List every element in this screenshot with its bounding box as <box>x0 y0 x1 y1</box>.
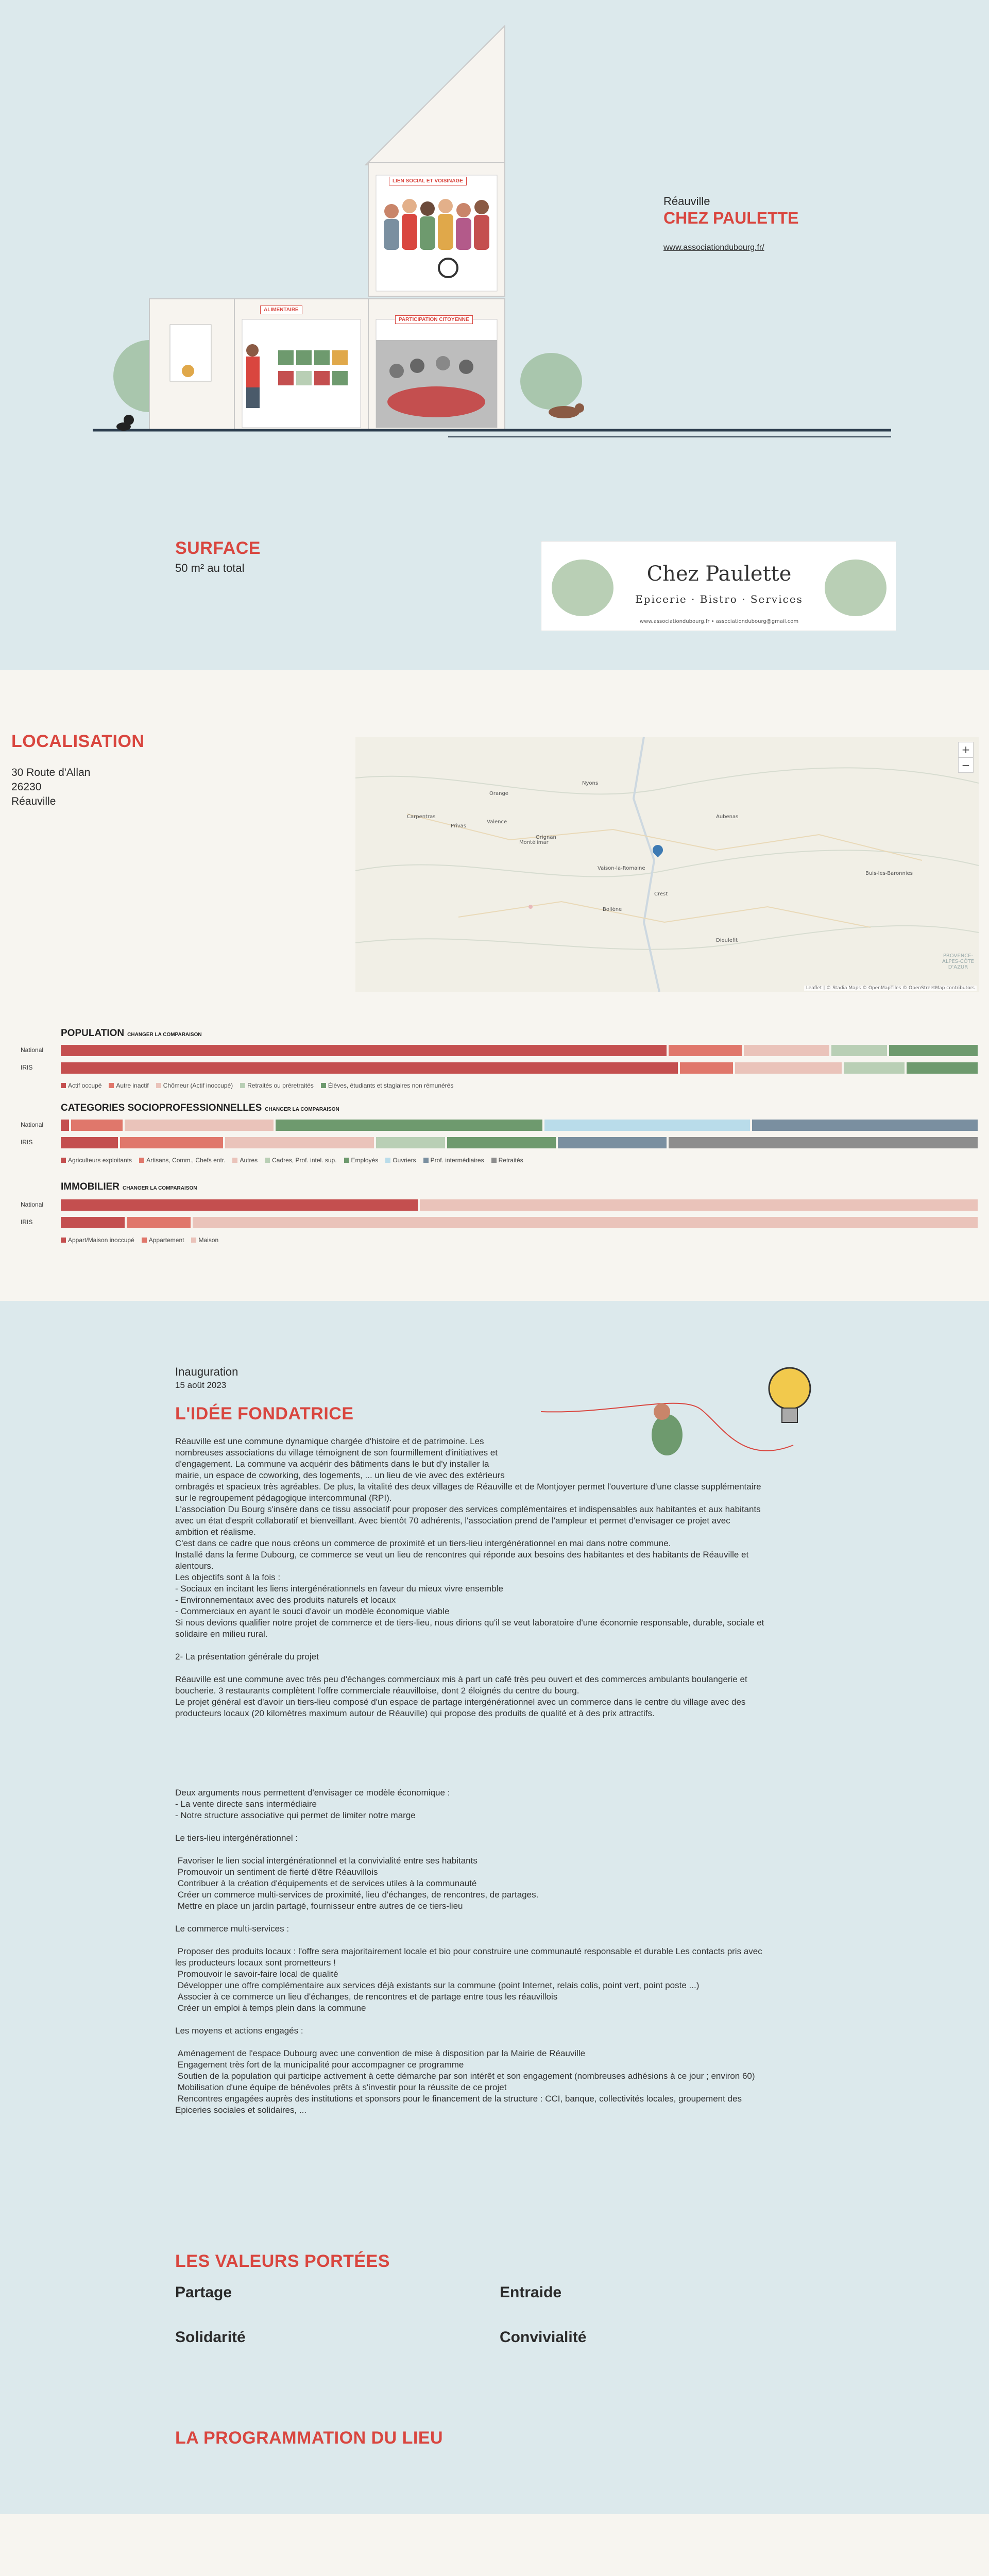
idea-paragraph: Contribuer à la création d'équipements et de services utiles à la communauté <box>175 1878 477 1888</box>
idea-paragraph: Réauville est une commune avec très peu d'échanges commerciaux mis à part un café très peu ouvert et des commerces ambulants boulangerie et <box>175 1674 747 1684</box>
hero-town: Réauville <box>663 195 710 208</box>
idea-paragraph <box>175 2037 814 2048</box>
map-town-label: Montélimar <box>519 840 549 845</box>
idea-paragraph: Le commerce multi-services : <box>175 1924 289 1934</box>
population-bar-iris <box>61 1062 978 1074</box>
idea-paragraph: Associer à ce commerce un lieu d'échanges, de rencontres et de partage entre tous les réauvillois <box>175 1992 558 2002</box>
idea-paragraph <box>175 1640 814 1651</box>
legend-label: Autres <box>240 1157 258 1164</box>
idea-paragraph: ambition et réalisme. <box>175 1527 256 1537</box>
legend-label: Autre inactif <box>116 1082 149 1089</box>
bar-segment[interactable] <box>544 1120 750 1131</box>
idea-paragraph: ombragés et spacieux très agréables. De plus, la vitalité des deux villages de Réauville et de Montjoyer permet l'ouverture d'une classe supplémentaire <box>175 1482 761 1492</box>
legend-swatch <box>139 1158 144 1163</box>
legend-swatch <box>191 1238 196 1243</box>
sign-social: LIEN SOCIAL ET VOISINAGE <box>389 177 467 185</box>
map-town-label: Nyons <box>582 781 599 786</box>
bar-segment[interactable] <box>844 1062 905 1074</box>
legend-item <box>344 1157 379 1164</box>
map-town-label: Vaison-la-Romaine <box>598 866 645 871</box>
idea-paragraph: sur le regroupement pédagogique intercommunal (RPI). <box>175 1493 392 1503</box>
idea-paragraph: L'association Du Bourg s'insère dans ce tissu associatif pour proposer des services complémentaires et indispensables aux habitantes et aux habitants <box>175 1504 761 1514</box>
idea-paragraph: Promouvoir un sentiment de fierté d'être Réauvillois <box>175 1867 378 1877</box>
legend-label: Prof. intermédiaires <box>430 1157 484 1164</box>
immobilier-bar-iris <box>61 1217 978 1228</box>
idea-paragraph: les producteurs locaux sont prometteurs ! <box>175 1958 336 1968</box>
idea-paragraph <box>175 2014 814 2025</box>
idea-paragraph: Engagement très fort de la municipalité pour accompagner ce programme <box>175 2060 464 2070</box>
actors-section <box>0 2514 989 2576</box>
idea-paragraph: Deux arguments nous permettent d'envisager ce modèle économique : <box>175 1788 450 1798</box>
idea-paragraph: solidaire en milieu rural. <box>175 1629 268 1639</box>
legend-swatch <box>491 1158 497 1163</box>
idea-paragraph: Les objectifs sont à la fois : <box>175 1572 281 1582</box>
map-attribution[interactable]: Leaflet | © Stadia Maps © OpenMapTiles © OpenStreetMap contributors <box>804 986 977 991</box>
csp-label-iris: IRIS <box>21 1139 33 1146</box>
legend-label: Chômeur (Actif inoccupé) <box>163 1082 233 1089</box>
immobilier-compare-button[interactable]: CHANGER LA COMPARAISON <box>123 1185 197 1191</box>
legend-label: Appartement <box>148 1236 184 1244</box>
map-region-label: PROVENCE-ALPES-CÔTE D'AZUR <box>942 953 974 970</box>
bar-segment[interactable] <box>61 1045 667 1056</box>
bar-segment[interactable] <box>71 1120 123 1131</box>
bar-segment[interactable] <box>276 1120 542 1131</box>
bar-segment[interactable] <box>669 1137 978 1148</box>
idea-paragraph: Créer un commerce multi-services de proximité, lieu d'échanges, de rencontres, de partages. <box>175 1890 539 1900</box>
idea-paragraph: Aménagement de l'espace Dubourg avec une convention de mise à disposition par la Mairie de Réauville <box>175 2048 586 2058</box>
bar-segment[interactable] <box>669 1045 742 1056</box>
idea-paragraph: Mettre en place un jardin partagé, fournisseur entre autres de ce tiers-lieu <box>175 1901 463 1911</box>
bar-segment[interactable] <box>61 1120 69 1131</box>
idea-paragraph <box>175 1912 814 1923</box>
legend-swatch <box>61 1238 66 1243</box>
idea-text <box>175 1436 814 2116</box>
legend-item <box>265 1157 336 1164</box>
idea-paragraph <box>175 1719 814 1731</box>
legend-item <box>156 1082 233 1089</box>
bar-segment[interactable] <box>831 1045 886 1056</box>
event-date: 15 août 2023 <box>175 1380 227 1390</box>
idea-paragraph: - La vente directe sans intermédiaire <box>175 1799 317 1809</box>
bar-segment[interactable] <box>752 1120 978 1131</box>
legend-item <box>423 1157 484 1164</box>
idea-paragraph <box>175 1742 814 1753</box>
map-town-label: Dieulefit <box>716 938 738 943</box>
legend-swatch <box>61 1083 66 1088</box>
value-item: Partage <box>175 2284 232 2301</box>
bar-segment[interactable] <box>558 1137 667 1148</box>
legend-swatch <box>61 1158 66 1163</box>
csp-compare-button[interactable]: CHANGER LA COMPARAISON <box>265 1107 339 1112</box>
legend-swatch <box>109 1083 114 1088</box>
legend-label: Élèves, étudiants et stagiaires non rémunérés <box>328 1082 454 1089</box>
legend-swatch <box>156 1083 161 1088</box>
idea-paragraph: mairie, un espace de coworking, des logements, ... un lieu de vie avec des extérieurs <box>175 1470 505 1480</box>
bar-segment[interactable] <box>744 1045 829 1056</box>
bar-segment[interactable] <box>680 1062 733 1074</box>
hero-section <box>0 0 989 670</box>
legend-label: Employés <box>351 1157 379 1164</box>
map-terrain <box>355 737 979 992</box>
csp-bar-iris <box>61 1137 978 1148</box>
logo-footer: www.associationdubourg.fr • associationdubourg@gmail.com <box>639 619 799 624</box>
legend-item <box>191 1236 218 1244</box>
population-title: POPULATION CHANGER LA COMPARAISON <box>61 1028 202 1039</box>
idea-paragraph: Installé dans la ferme Dubourg, ce commerce se veut un lieu de rencontres qui réponde aux besoins des habitantes et des habitants de Réauville et <box>175 1550 749 1560</box>
legend-item <box>321 1082 453 1089</box>
population-legend <box>61 1082 453 1089</box>
programming-title: LA PROGRAMMATION DU LIEU <box>175 2428 444 2448</box>
legend-label: Ouvriers <box>393 1157 416 1164</box>
map[interactable] <box>355 737 979 992</box>
map-town-label: Bollène <box>603 907 622 912</box>
bar-segment[interactable] <box>420 1199 978 1211</box>
idea-paragraph: nombreuses associations du village témoignent de son fourmillement d'initiatives et <box>175 1448 498 1458</box>
idea-paragraph <box>175 1753 814 1765</box>
map-town-label: Valence <box>487 819 507 825</box>
idea-paragraph <box>175 1663 814 1674</box>
map-town-label: Aubenas <box>716 814 739 820</box>
legend-swatch <box>321 1083 326 1088</box>
hero-website-link[interactable]: www.associationdubourg.fr/ <box>663 243 764 252</box>
idea-paragraph: Epiceries sociales et solidaires, ... <box>175 2105 307 2115</box>
idea-paragraph: d'engagement. La commune va acquérir des bâtiments dans le but d'y installer la <box>175 1459 489 1469</box>
bar-segment[interactable] <box>61 1217 125 1228</box>
values-title: LES VALEURS PORTÉES <box>175 2251 390 2271</box>
population-label-national: National <box>21 1046 44 1054</box>
idea-paragraph: Promouvoir le savoir-faire local de qualité <box>175 1969 338 1979</box>
csp-bar-national <box>61 1120 978 1131</box>
legend-swatch <box>232 1158 237 1163</box>
immobilier-legend <box>61 1236 218 1244</box>
value-item: Entraide <box>500 2284 562 2301</box>
bar-segment[interactable] <box>447 1137 556 1148</box>
map-town-label: Privas <box>451 823 466 829</box>
idea-paragraph: Créer un emploi à temps plein dans la commune <box>175 2003 366 2013</box>
bar-segment[interactable] <box>61 1137 118 1148</box>
idea-paragraph <box>175 1844 814 1855</box>
bar-segment[interactable] <box>735 1062 842 1074</box>
sign-food: ALIMENTAIRE <box>260 306 302 314</box>
legend-label: Retraités ou préretraités <box>247 1082 314 1089</box>
legend-swatch <box>240 1083 245 1088</box>
idea-section <box>0 1301 989 2514</box>
event-title: Inauguration <box>175 1365 238 1378</box>
legend-label: Actif occupé <box>68 1082 102 1089</box>
legend-item <box>142 1236 184 1244</box>
idea-paragraph: avec un état d'esprit collaboratif et bienveillant. Avec bientôt 70 adhérents, l'association prend de l'ampleur et permet d'envisager ce projet avec <box>175 1516 730 1526</box>
hero-name: CHEZ PAULETTE <box>663 209 799 227</box>
sign-participation: PARTICIPATION CITOYENNE <box>395 315 473 324</box>
idea-paragraph: Rencontres engagées auprès des institutions et sponsors pour le financement de la structure : CCI, banque, collectivités locales, groupement des <box>175 2094 742 2104</box>
idea-paragraph: Développer une offre complémentaire aux services déjà existants sur la commune (point Internet, relais colis, point vert, point poste ...) <box>175 1980 700 1990</box>
logo-title: Chez Paulette <box>646 562 792 586</box>
idea-paragraph: Le projet général est d'avoir un tiers-lieu composé d'un espace de partage intergénérationnel avec un commerce dans le centre du village avec des <box>175 1697 746 1707</box>
legend-swatch <box>344 1158 349 1163</box>
legend-label: Appart/Maison inoccupé <box>68 1236 134 1244</box>
legend-item <box>139 1157 225 1164</box>
legend-item <box>491 1157 523 1164</box>
address-line-2: 26230 <box>11 781 42 793</box>
idea-paragraph: 2- La présentation générale du projet <box>175 1652 319 1662</box>
population-compare-button[interactable]: CHANGER LA COMPARAISON <box>127 1032 202 1038</box>
immobilier-bar-national <box>61 1199 978 1211</box>
idea-paragraph <box>175 1765 814 1776</box>
address-line-3: Réauville <box>11 795 56 807</box>
logo-card <box>541 541 896 631</box>
legend-label: Agriculteurs exploitants <box>68 1157 132 1164</box>
idea-paragraph: alentours. <box>175 1561 214 1571</box>
idea-paragraph: - Environnementaux avec des produits naturels et locaux <box>175 1595 396 1605</box>
idea-paragraph <box>175 1935 814 1946</box>
legend-item <box>61 1082 101 1089</box>
idea-paragraph <box>175 1776 814 1787</box>
bar-segment[interactable] <box>120 1137 223 1148</box>
zoom-in-button[interactable]: + <box>958 742 974 757</box>
idea-paragraph: boucherie. 3 restaurants complètent l'offre commerciale réauvilloise, dont 2 éloignés du centre du bourg. <box>175 1686 579 1696</box>
idea-paragraph: Si nous devions qualifier notre projet de commerce et de tiers-lieu, nous dirions qu'il se veut laboratoire d'une économie responsable, durable, sociale et <box>175 1618 764 1628</box>
idea-paragraph: C'est dans ce cadre que nous créons un commerce de proximité et un tiers-lieu intergénérationnel en mai dans notre commune. <box>175 1538 671 1548</box>
map-town-label: Buis-les-Baronnies <box>865 871 913 876</box>
bar-segment[interactable] <box>125 1120 274 1131</box>
map-town-label: Carpentras <box>407 814 436 820</box>
idea-paragraph <box>175 1821 814 1833</box>
bar-segment[interactable] <box>225 1137 374 1148</box>
bar-segment[interactable] <box>61 1062 678 1074</box>
zoom-out-button[interactable]: − <box>958 757 974 773</box>
value-item: Solidarité <box>175 2329 246 2346</box>
bar-segment[interactable] <box>376 1137 445 1148</box>
idea-paragraph: Mobilisation d'une équipe de bénévoles prêts à s'investir pour la réussite de ce projet <box>175 2082 507 2092</box>
population-label-iris: IRIS <box>21 1064 33 1071</box>
surface-value: 50 m² au total <box>175 562 245 574</box>
legend-label: Artisans, Comm., Chefs entr. <box>146 1157 226 1164</box>
csp-label-national: National <box>21 1121 44 1128</box>
idea-paragraph: Les moyens et actions engagés : <box>175 2026 303 2036</box>
idea-paragraph: - Commerciaux en ayant le souci d'avoir un modèle économique viable <box>175 1606 450 1616</box>
legend-swatch <box>423 1158 429 1163</box>
idea-paragraph: - Notre structure associative qui permet de limiter notre marge <box>175 1810 416 1820</box>
idea-paragraph: Le tiers-lieu intergénérationnel : <box>175 1833 298 1843</box>
immobilier-title: IMMOBILIER CHANGER LA COMPARAISON <box>61 1181 197 1192</box>
bar-segment[interactable] <box>907 1062 978 1074</box>
bar-segment[interactable] <box>127 1217 191 1228</box>
idea-paragraph <box>175 1731 814 1742</box>
localisation-title: LOCALISATION <box>11 732 145 751</box>
map-town-label: Grignan <box>536 835 556 840</box>
legend-item <box>385 1157 416 1164</box>
localisation-section <box>0 670 989 1301</box>
immobilier-label-iris: IRIS <box>21 1218 33 1226</box>
idea-paragraph: Proposer des produits locaux : l'offre sera majoritairement locale et bio pour construire une communauté responsable et durable Les contacts pris avec <box>175 1946 762 1956</box>
bar-segment[interactable] <box>889 1045 978 1056</box>
logo-subtitle: Epicerie · Bistro · Services <box>635 593 803 605</box>
legend-swatch <box>265 1158 270 1163</box>
population-bar-national <box>61 1045 978 1056</box>
legend-item <box>61 1157 132 1164</box>
map-town-label: Orange <box>489 791 508 796</box>
building-illustration <box>88 21 901 443</box>
idea-title: L'IDÉE FONDATRICE <box>175 1404 354 1423</box>
legend-item <box>109 1082 148 1089</box>
idea-paragraph: producteurs locaux (20 kilomètres maximum autour de Réauville) qui propose des produits de qualité et à des prix attractifs. <box>175 1708 655 1718</box>
idea-paragraph: Soutien de la population qui participe activement à cette démarche par son intérêt et son engagement (nombreuses adhésions à ce jour ; environ 60) <box>175 2071 755 2081</box>
immobilier-label-national: National <box>21 1201 44 1208</box>
idea-paragraph: Favoriser le lien social intergénérationnel et la convivialité entre ses habitants <box>175 1856 478 1866</box>
surface-title: SURFACE <box>175 538 261 558</box>
legend-label: Retraités <box>498 1157 523 1164</box>
legend-item <box>232 1157 258 1164</box>
legend-item <box>240 1082 314 1089</box>
idea-paragraph: - Sociaux en incitant les liens intergénérationnels en faveur du mieux vivre ensemble <box>175 1584 503 1594</box>
csp-legend <box>61 1157 523 1164</box>
legend-label: Maison <box>198 1236 219 1244</box>
legend-swatch <box>142 1238 147 1243</box>
bar-segment[interactable] <box>193 1217 978 1228</box>
bar-segment[interactable] <box>61 1199 418 1211</box>
idea-paragraph: Réauville est une commune dynamique chargée d'histoire et de patrimoine. Les <box>175 1436 484 1446</box>
value-item: Convivialité <box>500 2329 587 2346</box>
legend-swatch <box>385 1158 390 1163</box>
map-town-label: Crest <box>654 891 668 897</box>
legend-item <box>61 1236 134 1244</box>
legend-label: Cadres, Prof. intel. sup. <box>272 1157 337 1164</box>
address-line-1: 30 Route d'Allan <box>11 767 91 778</box>
csp-title: CATEGORIES SOCIOPROFESSIONNELLES CHANGER LA COMPARAISON <box>61 1103 339 1113</box>
